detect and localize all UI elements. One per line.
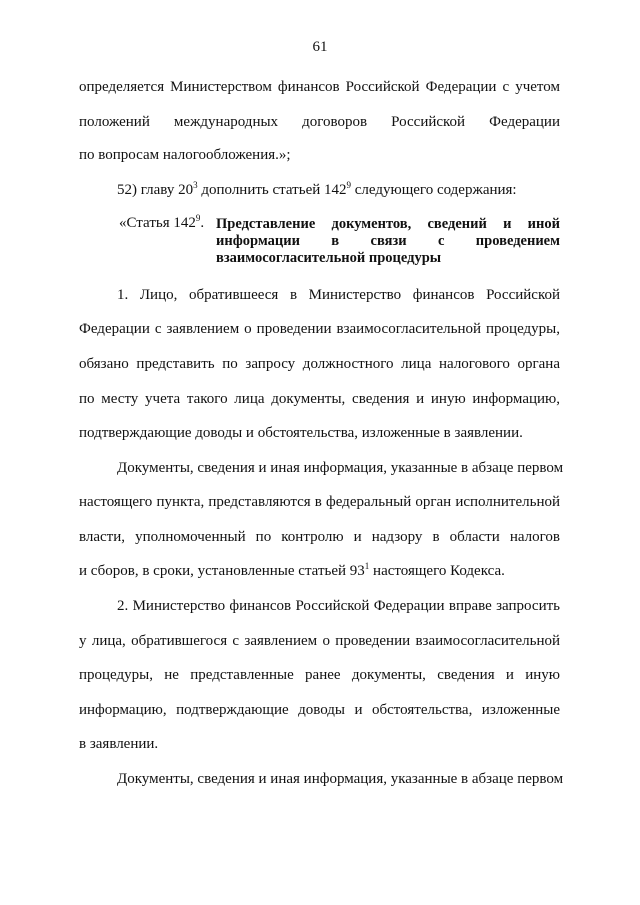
article-label: «Статья $142^9$.	[119, 213, 205, 231]
text-line: определяется Министерством финансов Российской Федерации с учетом	[79, 79, 560, 95]
text-line: 1. Лицо, обратившееся в Министерство финансов Российской	[117, 287, 560, 303]
article-title-line: Представление документов, сведений и иной	[216, 216, 560, 232]
text-line: положений международных договоров Российской Федерации	[79, 114, 560, 130]
text-line: власти, уполномоченный по контролю и надзору в области налогов	[79, 529, 560, 545]
text-line: по месту учета такого лица документы, сведения и иную информацию,	[79, 391, 560, 407]
text-line: Федерации с заявлением о проведении взаимосогласительной процедуры,	[79, 321, 560, 337]
text-line: в заявлении.	[79, 736, 159, 752]
amendment-item-52: 52) главу $20^3$ дополнить статьей $142^9$ следующего содержания:	[117, 180, 517, 198]
page-number: 61	[312, 39, 328, 55]
text-line: Документы, сведения и иная информация, указанные в абзаце первом	[117, 771, 564, 787]
text-line: подтверждающие доводы и обстоятельства, изложенные в заявлении.	[79, 425, 523, 441]
text-line: 2. Министерство финансов Российской Федерации вправе запросить	[117, 598, 560, 614]
article-title-line: информации в связи с проведением	[216, 233, 560, 249]
text-line: у лица, обратившегося с заявлением о проведении взаимосогласительной	[79, 633, 560, 649]
text-line: обязано представить по запросу должностного лица налогового органа	[79, 356, 560, 372]
text-line: настоящего пункта, представляются в федеральный орган исполнительной	[79, 494, 560, 510]
article-title-line: взаимосогласительной процедуры	[216, 250, 442, 266]
text-line: и сборов, в сроки, установленные статьей $93^1$ настоящего Кодекса.	[79, 561, 505, 579]
text-line: информацию, подтверждающие доводы и обстоятельства, изложенные	[79, 702, 560, 718]
text-line: процедуры, не представленные ранее документы, сведения и иную	[79, 667, 560, 683]
text-line: по вопросам налогообложения.»;	[79, 147, 291, 163]
text-line: Документы, сведения и иная информация, указанные в абзаце первом	[117, 460, 564, 476]
